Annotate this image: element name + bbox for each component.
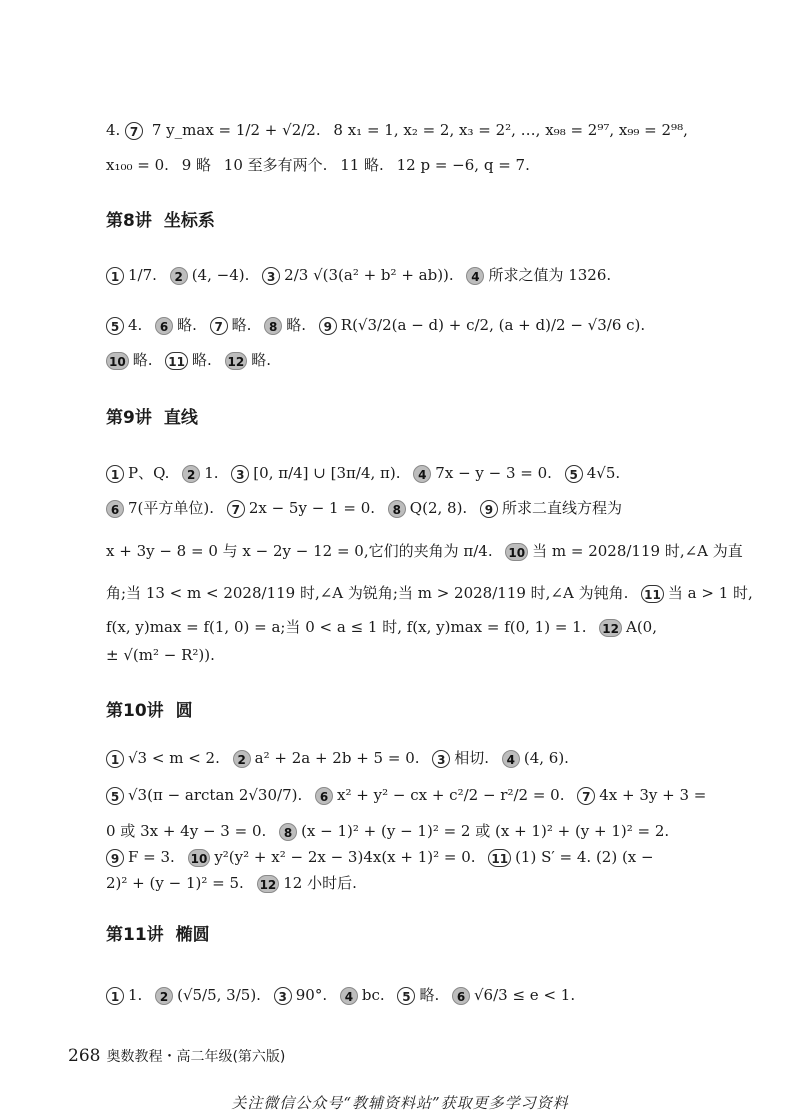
answer-marker: 7 [125,122,143,140]
answer-text: 所求二直线方程为 [501,499,622,517]
answer-marker: 4 [340,987,358,1005]
answer-text: 2)² + (y − 1)² = 5. [106,874,244,892]
answer-text: 2x − 5y − 1 = 0. [248,499,376,517]
answer-line [106,580,753,606]
answer-text: √3 < m < 2. [128,749,220,767]
watermark-text: 关注微信公众号“教辅资料站”获取更多学习资料 [231,1094,569,1112]
answer-marker: 9 [480,500,498,518]
answer-line [106,538,743,564]
answer-text: bc. [361,986,385,1004]
answer-text: 7(平方单位). [128,499,215,517]
answer-text: x² + y² − cx + c²/2 − r²/2 = 0. [337,786,565,804]
answer-marker: 10 [188,849,211,867]
lecture-number: 第11讲 [106,925,164,945]
answer-line [106,117,696,143]
answer-text: 9 略 [181,156,212,174]
answer-text: 当 m = 2028/119 时,∠A 为直 [532,542,743,560]
answer-line [106,642,696,668]
page-number: 268 [68,1046,101,1066]
answer-text: [0, π/4] ∪ [3π/4, π). [253,464,401,482]
answer-text: 当 a > 1 时, [667,584,753,602]
answer-marker: 6 [106,500,124,518]
answer-line [106,152,696,178]
answer-line [106,312,696,338]
answer-text: 0 或 3x + 4y − 3 = 0. [106,822,267,840]
answer-line [106,262,696,288]
answer-marker: 12 [225,352,248,370]
answer-text: 4x + 3y + 3 = [599,786,707,804]
answer-marker: 2 [182,465,200,483]
answer-marker: 2 [170,267,188,285]
lecture-title: 椭圆 [175,925,210,945]
answer-marker: 7 [227,500,245,518]
answer-text: A(0, [625,618,657,636]
answer-line [106,982,696,1008]
answer-text: y²(y² + x² − 2x − 3)4x(x + 1)² = 0. [214,848,476,866]
answer-marker: 10 [106,352,129,370]
answer-text: 7x − y − 3 = 0. [435,464,552,482]
answer-text: 略. [251,351,272,369]
lecture-number: 第10讲 [106,701,164,721]
answer-text: (4, −4). [191,266,250,284]
answer-marker: 3 [262,267,280,285]
answer-marker: 1 [106,267,124,285]
answer-marker: 8 [279,823,297,841]
answer-text: 略. [419,986,440,1004]
answer-marker: 11 [641,585,664,603]
answer-text: 略. [132,351,153,369]
lecture-heading [106,696,193,721]
answer-marker: 3 [432,750,450,768]
answer-marker: 4 [466,267,484,285]
answer-text: √6/3 ≤ e < 1. [474,986,576,1004]
answer-line [106,870,696,896]
answer-marker: 5 [106,317,124,335]
answer-marker: 2 [233,750,251,768]
answer-marker: 3 [231,465,249,483]
answer-text: R(√3/2(a − d) + c/2, (a + d)/2 − √3/6 c). [340,316,646,334]
answer-marker: 4 [413,465,431,483]
answer-marker: 9 [106,849,124,867]
answer-marker: 7 [577,787,595,805]
answer-marker: 2 [155,987,173,1005]
answer-text: 7 y_max = 1/2 + √2/2. [151,121,321,139]
answer-marker: 1 [106,465,124,483]
answer-text: 4√5. [586,464,621,482]
answer-text: 相切. [454,749,490,767]
answer-line [106,818,696,844]
answer-line [106,782,707,808]
answer-marker: 8 [388,500,406,518]
answer-marker: 3 [274,987,292,1005]
lecture-title: 直线 [163,408,198,428]
answer-text: 角;当 13 < m < 2028/119 时,∠A 为锐角;当 m > 2028/119 时,∠A 为钝角. [106,584,629,602]
answer-marker: 4 [502,750,520,768]
lecture-heading [106,920,210,945]
book-title: 奥数教程・高二年级(第六版) [106,1049,286,1065]
lecture-title: 坐标系 [163,211,215,231]
lecture-title: 圆 [175,701,193,721]
answer-marker: 6 [315,787,333,805]
answer-text: 90°. [295,986,328,1004]
answer-text: 略. [286,316,306,334]
answer-text: P、Q. [128,464,170,482]
answer-marker: 1 [106,987,124,1005]
answer-text: Q(2, 8). [409,499,468,517]
answer-text: 12 p = −6, q = 7. [396,156,530,174]
answer-text: 略. [191,351,212,369]
lecture-number: 第9讲 [106,408,152,428]
answer-marker: 8 [264,317,282,335]
answer-text: 1. [128,986,143,1004]
answer-text: 4. [128,316,143,334]
answer-text: x₁₀₀ = 0. [106,156,169,174]
answer-marker: 9 [319,317,337,335]
answer-text: 11 略. [340,156,384,174]
answer-marker: 6 [155,317,173,335]
answer-text: 2/3 √(3(a² + b² + ab)). [284,266,454,284]
answer-line [106,614,696,640]
lecture-heading [106,403,198,428]
answer-line [106,844,696,870]
answer-marker: 5 [565,465,583,483]
answer-marker: 5 [106,787,124,805]
answer-line [106,460,696,486]
answer-text: 1. [204,464,219,482]
answer-line [106,347,696,373]
answer-line [106,495,696,521]
answer-marker: 12 [599,619,622,637]
answer-text: 略. [231,316,252,334]
answer-text: x + 3y − 8 = 0 与 x − 2y − 12 = 0,它们的夹角为 π/4. [106,542,493,560]
answer-text: f(x, y)max = f(1, 0) = a;当 0 < a ≤ 1 时, f(x, y)max = f(0, 1) = 1. [106,618,587,636]
answer-text: (x − 1)² + (y − 1)² = 2 或 (x + 1)² + (y + 1)² = 2. [301,822,670,840]
answer-text: 8 x₁ = 1, x₂ = 2, x₃ = 2², …, x₉₈ = 2⁹⁷, x₉₉ = 2⁹⁸, [333,121,688,139]
lecture-number: 第8讲 [106,211,152,231]
answer-text: (1) S′ = 4. (2) (x − [515,848,654,866]
answer-marker: 7 [210,317,228,335]
answer-text: 12 小时后. [283,874,357,892]
answer-line [106,745,696,771]
answer-marker: 10 [505,543,528,561]
answer-text: (√5/5, 3/5). [177,986,261,1004]
answer-text: 所求之值为 1326. [488,266,612,284]
answer-text: 1/7. [128,266,157,284]
answer-marker: 1 [106,750,124,768]
answer-text: ± √(m² − R²)). [106,646,215,664]
problem-number: 4. [106,121,121,139]
answer-marker: 12 [257,875,280,893]
answer-marker: 11 [488,849,511,867]
answer-marker: 6 [452,987,470,1005]
answer-marker: 5 [397,987,415,1005]
answer-text: √3(π − arctan 2√30/7). [128,786,303,804]
answer-text: F = 3. [128,848,175,866]
answer-text: 略. [177,316,197,334]
answer-text: (4, 6). [523,749,569,767]
answer-marker: 11 [165,352,188,370]
answer-text: 10 至多有两个. [223,156,328,174]
answer-text: a² + 2a + 2b + 5 = 0. [254,749,420,767]
lecture-heading [106,206,215,231]
page-footer [68,1046,285,1066]
